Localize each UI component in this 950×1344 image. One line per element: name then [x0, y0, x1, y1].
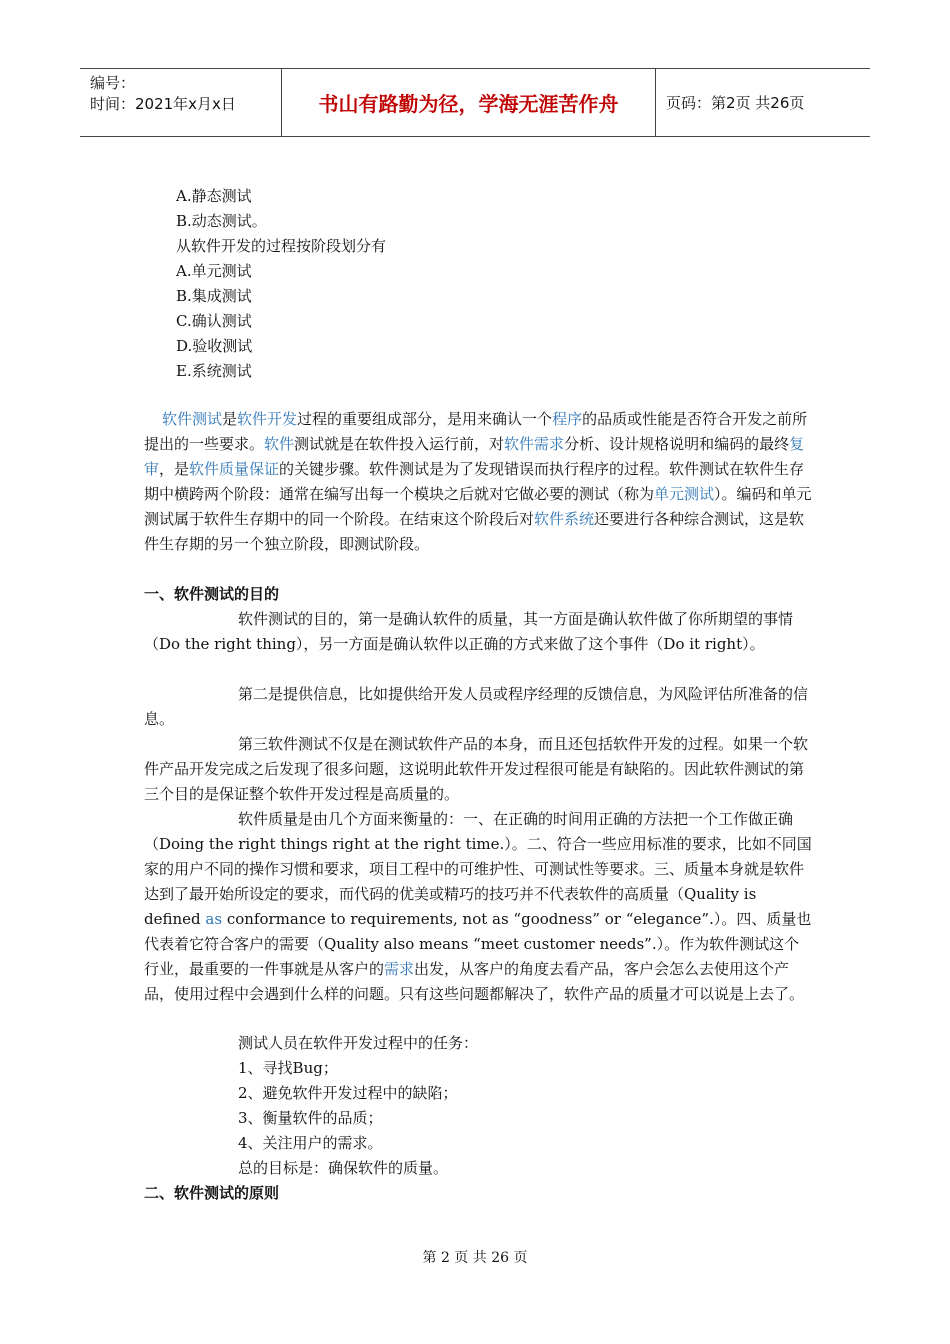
intro-text: 分析、设计规格说明和编码的最终: [564, 435, 790, 453]
link-requirements[interactable]: 需求: [384, 960, 415, 978]
purpose-paragraph-2: 第二是提供信息，比如提供给开发人员或程序经理的反馈信息，为风险评估所准备的信息。: [144, 685, 809, 728]
list-item: B.集成测试: [176, 287, 252, 305]
link-software-development[interactable]: 软件开发: [237, 410, 298, 428]
doc-number-label: 编号：: [90, 74, 136, 92]
quality-text: conformance to requirements, not as “goodness” or “elegance”.）。四、质量也代表着它符合客户的需要（Quality also means “meet customer needs”.）。作为软件测试这个行业，最重要的一件事就是从客户的: [144, 910, 812, 978]
link-quality-assurance[interactable]: 软件质量保证: [189, 460, 280, 478]
tasks-intro: 测试人员在软件开发过程中的任务：: [238, 1034, 479, 1052]
overall-goal: 总的目标是：确保软件的质量。: [238, 1159, 449, 1177]
link-software-requirements[interactable]: 软件需求: [504, 435, 565, 453]
intro-text: ）。编码和单元测试属于软件生存期中的同一个阶段。在结束这个阶段后对: [144, 485, 812, 528]
quality-text: 出发，从客户的角度去看产品，客户会怎么去使用这个产品，使用过程中会遇到什么样的问题。只有这些问题都解决了，软件产品的质量才可以说是上去了。: [144, 960, 805, 1003]
header-motto: 书山有路勤为径，学海无涯苦作舟: [282, 69, 656, 136]
task-item: 4、关注用户的需求。: [238, 1134, 383, 1152]
intro-text: 的品质或性能是否符合开发之前所提出的一些要求。: [144, 410, 808, 453]
intro-text: ，是: [159, 460, 190, 478]
list-item: C.确认测试: [176, 312, 252, 330]
link-software[interactable]: 软件: [264, 435, 295, 453]
intro-text: 是: [222, 410, 238, 428]
section-heading: 二、软件测试的原则: [144, 1184, 280, 1202]
section-heading: 一、软件测试的目的: [144, 585, 280, 603]
task-item: 1、寻找Bug；: [238, 1059, 338, 1077]
link-software-testing[interactable]: 软件测试: [162, 410, 223, 428]
list-item: 从软件开发的过程按阶段划分有: [176, 237, 387, 255]
task-item: 2、避免软件开发过程中的缺陷；: [238, 1084, 458, 1102]
intro-paragraph: [144, 407, 812, 557]
list-item: D.验收测试: [176, 337, 253, 355]
list-item: A.静态测试: [176, 187, 252, 205]
link-unit-testing[interactable]: 单元测试: [654, 485, 715, 503]
list-item: A.单元测试: [176, 262, 252, 280]
page-footer: 第 2 页 共 26 页: [422, 1250, 528, 1266]
header-page-number: 页码：第2页 共26页: [666, 94, 805, 112]
tester-tasks: [144, 1031, 812, 1181]
purpose-paragraph-3: 第三软件测试不仅是在测试软件产品的本身，而且还包括软件开发的过程。如果一个软件产品开发完成之后发现了很多问题，这说明此软件开发过程很可能是有缺陷的。因此软件测试的第三个目的是保证整个软件开发过程是高质量的。: [144, 735, 809, 803]
intro-text: 还要进行各种综合测试，这是软件生存期的另一个独立阶段，即测试阶段。: [144, 510, 805, 553]
intro-text: 测试就是在软件投入运行前，对: [294, 435, 505, 453]
link-review[interactable]: 复审: [144, 435, 805, 478]
list-item: B.动态测试。: [176, 212, 267, 230]
doc-date-label: 时间：2021年x月x日: [90, 95, 236, 113]
link-as[interactable]: as: [205, 910, 223, 928]
quality-paragraph: [144, 807, 812, 1007]
link-program[interactable]: 程序: [552, 410, 583, 428]
list-item: E.系统测试: [176, 362, 252, 380]
purpose-paragraph-1: 软件测试的目的，第一是确认软件的质量，其一方面是确认软件做了你所期望的事情（Do the right thing），另一方面是确认软件以正确的方式来做了这个事件（Do it right）。: [144, 610, 794, 653]
intro-text: 过程的重要组成部分，是用来确认一个: [297, 410, 553, 428]
quality-text: 软件质量是由几个方面来衡量的：一、在正确的时间用正确的方法把一个工作做正确（Doing the right things right at the right time.）。二、符合一些应用标准的要求，比如不同国家的用户不同的操作习惯和要求，项目工程中的可维护性、可测试性等要求。三、质量本身就是软件达到了最开始所设定的要求，而代码的优美或精巧的技巧并不代表软件的高质量（Quality is defined: [144, 810, 812, 928]
intro-text: 的关键步骤。软件测试是为了发现错误而执行程序的过程。软件测试在软件生存期中横跨两个阶段：通常在编写出每一个模块之后就对它做必要的测试（称为: [144, 460, 805, 503]
link-software-system[interactable]: 软件系统: [534, 510, 595, 528]
test-type-list: [176, 184, 386, 384]
page-header: [80, 68, 870, 137]
task-item: 3、衡量软件的品质；: [238, 1109, 383, 1127]
header-info-cell: [80, 69, 282, 136]
